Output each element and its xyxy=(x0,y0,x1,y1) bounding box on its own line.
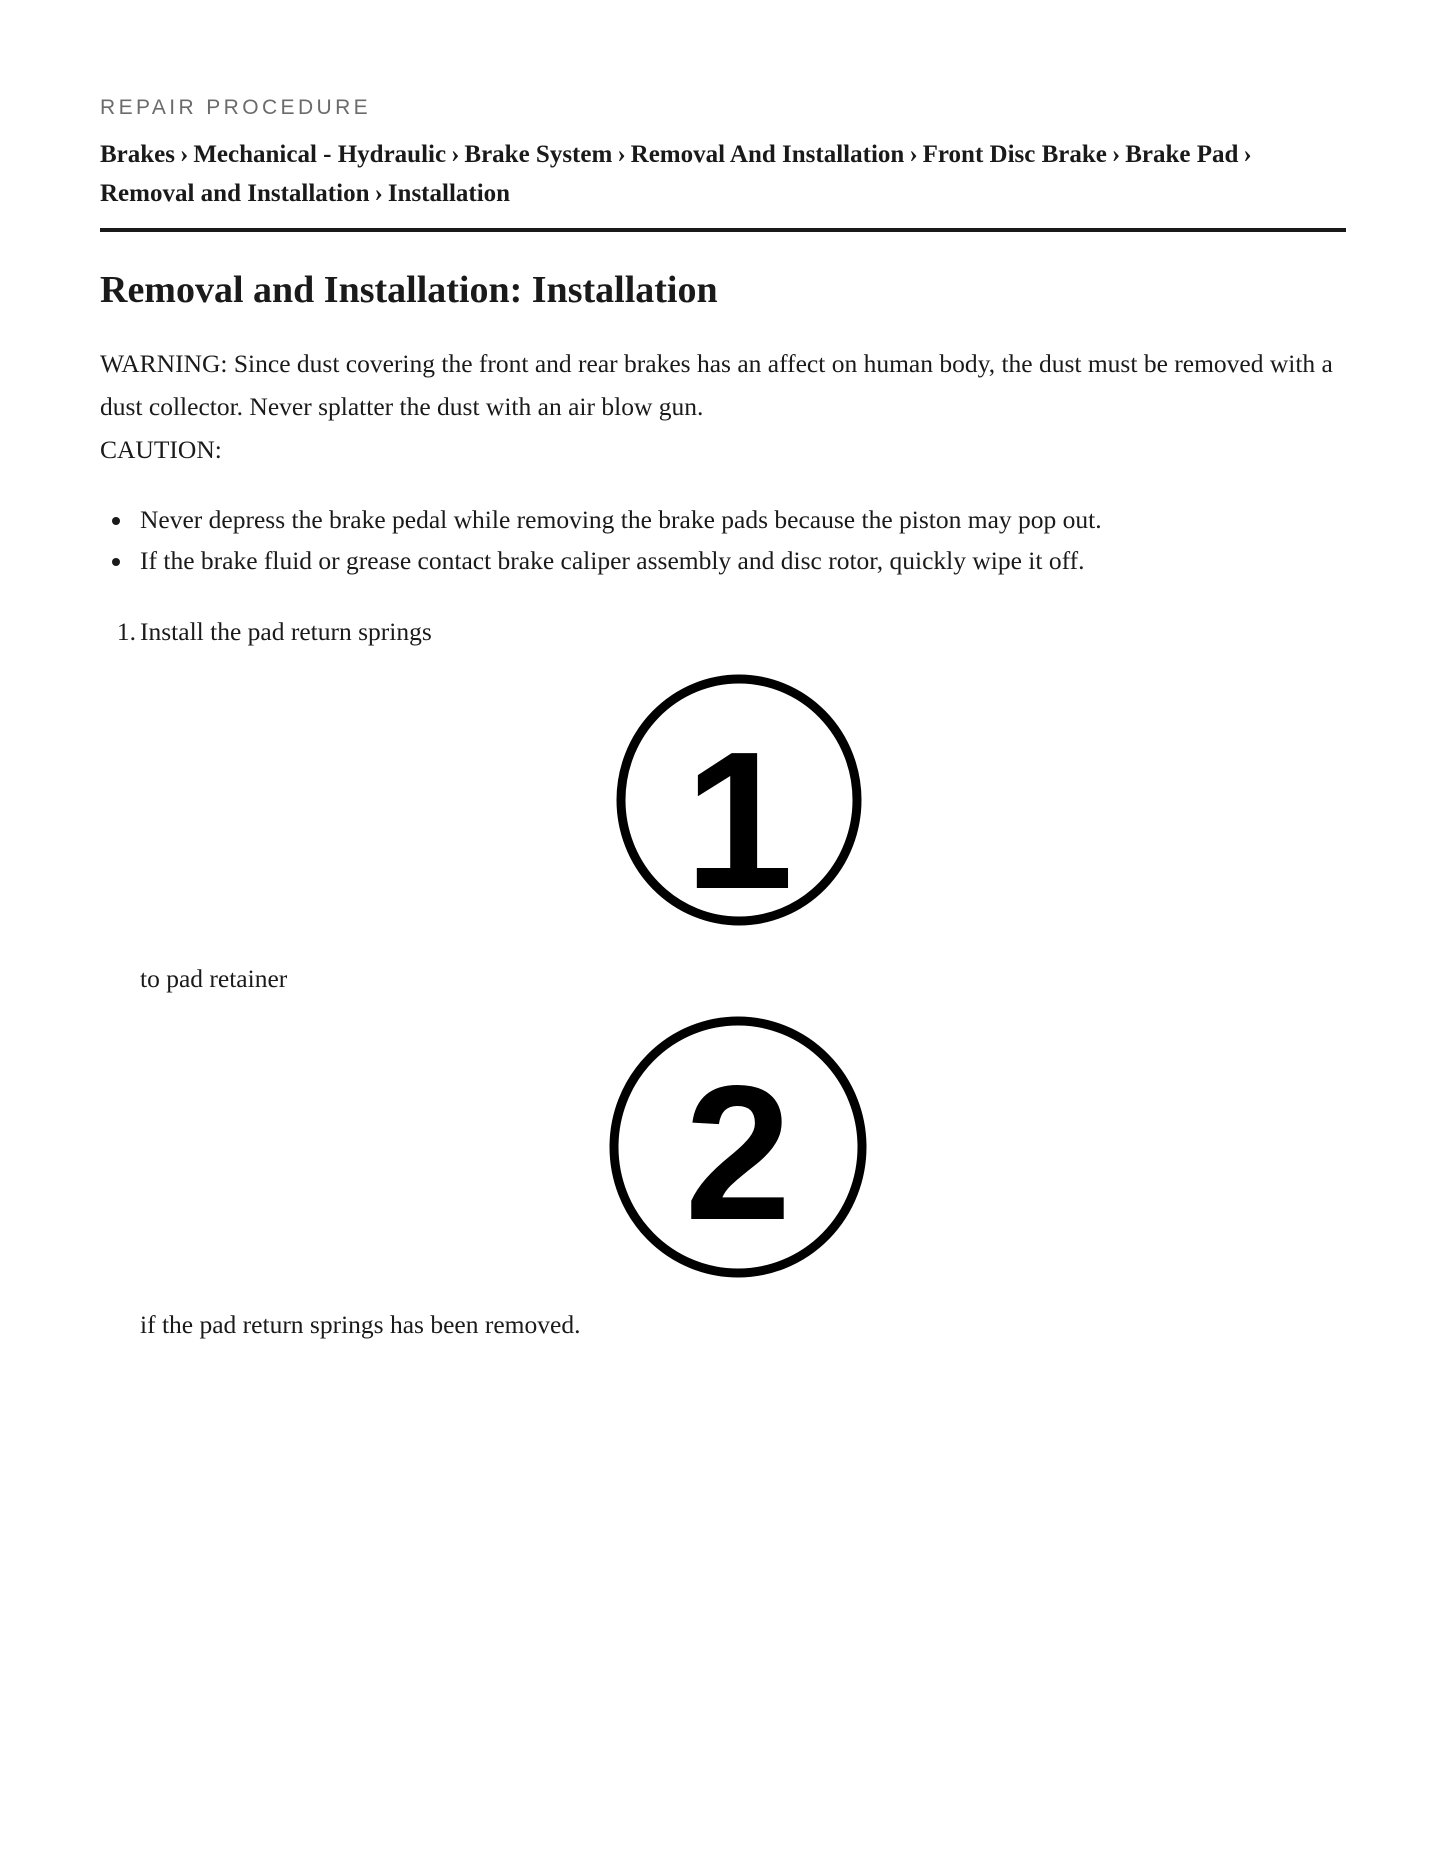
caution-item-text: Never depress the brake pedal while removing the brake pads because the piston may pop out. xyxy=(140,505,1102,534)
callout-number: 1 xyxy=(684,711,794,928)
breadcrumb-separator: › xyxy=(1243,141,1252,168)
breadcrumb-separator: › xyxy=(374,180,383,207)
breadcrumb-separator: › xyxy=(1111,141,1121,168)
breadcrumb-item[interactable]: Mechanical - Hydraulic xyxy=(193,141,447,168)
breadcrumb-item[interactable]: Brake System xyxy=(464,141,613,168)
caution-list xyxy=(100,500,1102,582)
bullet-icon xyxy=(112,558,120,566)
page-title: Removal and Installation: Installation xyxy=(100,269,718,311)
callout-circle-icon xyxy=(615,672,863,928)
breadcrumb-separator: › xyxy=(909,141,918,168)
list-item xyxy=(100,541,1102,582)
header-divider xyxy=(100,228,1346,232)
breadcrumb-item-current: Installation xyxy=(387,180,511,207)
callout-1-figure xyxy=(615,672,863,928)
step-text-after: if the pad return springs has been removed. xyxy=(140,1310,581,1339)
breadcrumb-item[interactable]: Front Disc Brake xyxy=(922,141,1107,168)
callout-2-figure xyxy=(609,1016,867,1278)
section-kicker: REPAIR PROCEDURE xyxy=(100,96,372,119)
breadcrumb xyxy=(100,135,1346,213)
breadcrumb-item[interactable]: Brake Pad xyxy=(1125,141,1239,168)
caution-item-text: If the brake fluid or grease contact brake caliper assembly and disc rotor, quickly wipe it off. xyxy=(140,546,1085,575)
caution-label: CAUTION: xyxy=(100,435,222,464)
breadcrumb-item[interactable]: Brakes xyxy=(100,141,175,168)
bullet-icon xyxy=(112,517,120,525)
step-number: 1. xyxy=(116,617,136,646)
step-text-middle: to pad retainer xyxy=(140,964,288,993)
callout-number: 2 xyxy=(684,1045,792,1260)
breadcrumb-item[interactable]: Removal And Installation xyxy=(630,141,905,168)
breadcrumb-separator: › xyxy=(451,141,460,168)
step-1 xyxy=(100,612,432,652)
breadcrumb-separator: › xyxy=(617,141,626,168)
step-text-before: Install the pad return springs xyxy=(140,617,432,646)
callout-circle-icon xyxy=(609,1016,867,1278)
warning-text: WARNING: Since dust covering the front and rear brakes has an affect on human body, the dust must be removed with a dust collector. Never splatter the dust with an air blow gun. xyxy=(100,349,1333,421)
breadcrumb-separator: › xyxy=(180,141,189,168)
list-item xyxy=(100,500,1102,541)
breadcrumb-item[interactable]: Removal and Installation xyxy=(100,180,370,207)
